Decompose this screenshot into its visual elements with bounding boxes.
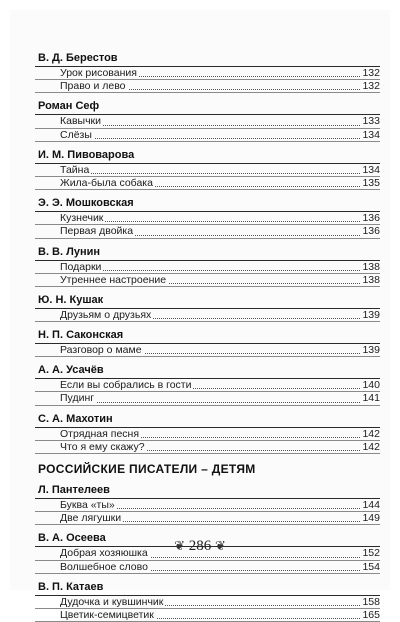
author-name: В. П. Катаев [35, 581, 380, 596]
entry-page-number: 135 [362, 176, 380, 189]
leader-dots [60, 173, 362, 174]
toc-entry[interactable] [35, 212, 380, 225]
leader-dots [60, 221, 362, 222]
toc-entry[interactable] [35, 392, 380, 405]
entry-page-number: 139 [362, 308, 380, 321]
entry-title: Право и лево [60, 80, 126, 93]
entry-title: Урок рисования [60, 67, 137, 79]
entry-page-number: 138 [362, 273, 380, 286]
toc-entry[interactable] [35, 261, 380, 274]
entry-page-number: 142 [362, 427, 380, 440]
entry-title: Цветик-семицветик [60, 608, 154, 621]
entry-title: Отрядная песня [60, 427, 140, 440]
author-name: В. В. Лунин [35, 246, 380, 261]
leader-dots [60, 138, 362, 139]
toc-entry[interactable] [35, 441, 380, 454]
leader-dots [60, 125, 362, 126]
entry-title: Если вы собрались в гости [60, 379, 192, 392]
leader-dots [60, 402, 362, 403]
entry-title: Первая двойка [60, 225, 134, 238]
author-name: В. Д. Берестов [35, 52, 380, 67]
entry-title: Слёзы [60, 128, 92, 141]
toc-entry[interactable] [35, 512, 380, 525]
entry-page-number: 152 [362, 547, 380, 560]
author-name: А. А. Усачёв [35, 364, 380, 379]
entry-page-number: 158 [362, 595, 380, 608]
toc-entry[interactable] [35, 274, 380, 287]
entry-title: Друзьям о друзьях [60, 308, 152, 321]
author-name: В. А. Осеева [35, 532, 380, 547]
entry-page-number: 140 [362, 379, 380, 392]
author-name: Н. П. Саконская [35, 329, 380, 344]
entry-page-number: 132 [362, 67, 380, 79]
author-name: С. А. Махотин [35, 413, 380, 428]
entry-title: Что я ему скажу? [60, 440, 145, 453]
entry-title: Разговор о маме [60, 344, 142, 357]
entry-page-number: 154 [362, 560, 380, 573]
entry-page-number: 133 [362, 115, 380, 128]
book-page [10, 10, 390, 621]
author-name: Э. Э. Мошковская [35, 197, 380, 212]
entry-title: Кузнечик [60, 212, 104, 225]
author-name: Ю. Н. Кушак [35, 294, 380, 309]
toc-entry[interactable] [35, 177, 380, 190]
toc-entry[interactable] [35, 129, 380, 142]
toc-entry[interactable] [35, 344, 380, 357]
toc-entry[interactable] [35, 499, 380, 512]
toc-entry[interactable] [35, 225, 380, 238]
toc-entry[interactable] [35, 609, 380, 622]
toc-entry[interactable] [35, 428, 380, 441]
author-name: Л. Пантелеев [35, 484, 380, 499]
toc-entry[interactable] [35, 596, 380, 609]
ornament-left-icon: ❦ [174, 538, 185, 553]
toc-entry[interactable] [35, 309, 380, 322]
entry-title: Добрая хозяюшка [60, 547, 148, 560]
page-number: 286 [188, 538, 212, 554]
entry-title: Дудочка и кувшинчик [60, 595, 164, 608]
entry-page-number: 132 [362, 80, 380, 93]
author-name: И. М. Пивоварова [35, 149, 380, 164]
entry-title: Две лягушки [60, 512, 122, 525]
entry-title: Тайна [60, 163, 90, 176]
entry-page-number: 149 [362, 512, 380, 525]
entry-title: Подарки [60, 260, 102, 273]
ornament-right-icon: ❦ [215, 538, 226, 553]
entry-title: Волшебное слово [60, 560, 148, 573]
leader-dots [60, 270, 362, 271]
entry-page-number: 142 [362, 440, 380, 453]
table-of-contents [35, 52, 380, 622]
entry-title: Пудинг [60, 392, 95, 405]
entry-title: Кавычки [60, 115, 102, 128]
toc-entry[interactable] [35, 67, 380, 80]
entry-page-number: 138 [362, 260, 380, 273]
entry-page-number: 136 [362, 225, 380, 238]
entry-page-number: 141 [362, 392, 380, 405]
entry-page-number: 134 [362, 163, 380, 176]
entry-page-number: 139 [362, 344, 380, 357]
toc-entry[interactable] [35, 379, 380, 392]
entry-page-number: 144 [362, 499, 380, 511]
section-heading: РОССИЙСКИЕ ПИСАТЕЛИ – ДЕТЯМ [38, 462, 256, 476]
entry-page-number: 165 [362, 608, 380, 621]
entry-title: Буква «ты» [60, 499, 115, 511]
toc-entry[interactable] [35, 164, 380, 177]
entry-title: Утреннее настроение [60, 273, 167, 286]
entry-title: Жила-была собака [60, 176, 153, 189]
author-name: Роман Сеф [35, 100, 380, 115]
toc-entry[interactable] [35, 561, 380, 574]
entry-page-number: 136 [362, 212, 380, 225]
entry-page-number: 134 [362, 128, 380, 141]
toc-entry[interactable] [35, 115, 380, 128]
toc-entry[interactable] [35, 80, 380, 93]
